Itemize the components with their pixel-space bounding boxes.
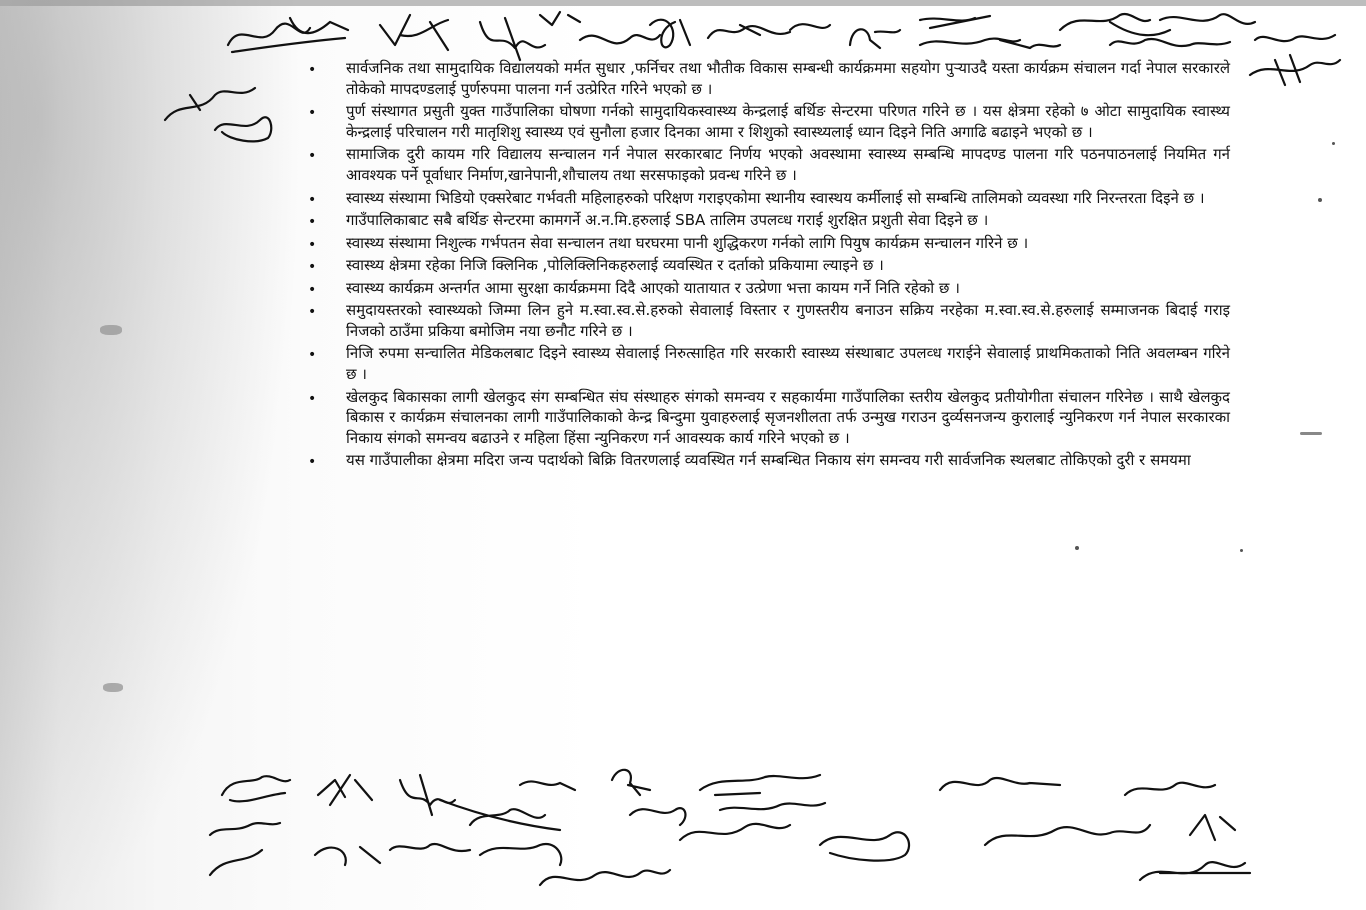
- bullet-icon: •: [308, 191, 317, 208]
- paragraph-text: स्वास्थ्य कार्यक्रम अन्तर्गत आमा सुरक्षा कार्यक्रममा दिदै आएको यातायात र उत्प्रेणा भत्ता कायम गर्ने निति रहेको छ ।: [346, 278, 960, 297]
- list-item: [300, 300, 1230, 341]
- paragraph-text: यस गाउँपालीका क्षेत्रमा मदिरा जन्य पदार्थको बिक्रि वितरणलाई व्यवस्थित गर्न सम्बन्धित निकाय संग समन्वय गरी सार्वजनिक स्थलबाट तोकिएको दुरी र समयमा: [346, 451, 1191, 470]
- scan-speck: [1300, 432, 1322, 435]
- scan-speck: [103, 683, 123, 692]
- scan-speck: [1318, 198, 1322, 202]
- bullet-icon: •: [308, 214, 317, 231]
- paragraph-text: समुदायस्तरको स्वास्थ्यको जिम्मा लिन हुने म.स्वा.स्व.से.हरुको सेवालाई विस्तार र गुणस्तरीय बनाउन सक्रिय नरहेका म.स्वा.स्व.से.हरुलाई सम्माजनक बिदाई गराइ निजको ठाउँमा प्रकिया बमोजिम नया छनौट गरिने छ ।: [346, 301, 1230, 340]
- paragraph-text: स्वास्थ्य क्षेत्रमा रहेका निजि क्लिनिक ,पोलिक्लिनिकहरुलाई व्यवस्थित र दर्ताको प्रकियामा ल्याइने छ ।: [346, 256, 884, 275]
- paragraph-text: पुर्ण संस्थागत प्रसुती युक्त गाउँपालिका घोषणा गर्नको सामुदायिकस्वास्थ्य केन्द्रलाई बर्थिङ सेन्टरमा परिणत गरिने छ । यस क्षेत्रमा रहेको ७ ओटा सामुदायिक स्वास्थ्य केन्द्रलाई परिचालन गरी मातृशिशु स्वास्थ्य एवं सुनौला हजार दिनका आमा र शिशुको स्वास्थ्यलाई ध्यान दिइने निति अगाढि बढाइने भएको छ ।: [346, 102, 1230, 141]
- bullet-icon: •: [308, 236, 317, 253]
- list-item: [300, 343, 1230, 384]
- paragraph-text: सार्वजनिक तथा सामुदायिक विद्यालयको मर्मत सुधार ,फर्निचर तथा भौतीक विकास सम्बन्धी कार्यक्रममा सहयोग पुऱ्याउदै यस्ता कार्यक्रम संचालन गर्दा नेपाल सरकारले तोकेको मापदण्डलाई पुर्णरुपमा पालना गर्न उत्प्रेरित गरिने भएको छ ।: [346, 59, 1230, 98]
- bullet-icon: •: [308, 105, 317, 122]
- bullet-icon: •: [308, 304, 317, 321]
- list-item: [300, 450, 1230, 471]
- bullet-icon: •: [308, 454, 317, 471]
- paragraph-text: निजि रुपमा सन्चालित मेडिकलबाट दिइने स्वास्थ्य सेवालाई निरुत्साहित गरि सरकारी स्वास्थ्य संस्थाबाट उपलव्ध गराईने सेवालाई प्राथमिकताको निति अवलम्बन गरिने छ ।: [346, 344, 1230, 384]
- list-item: [300, 58, 1230, 99]
- list-item: [300, 278, 1230, 299]
- list-item: [300, 210, 1230, 231]
- scan-speck: [1332, 142, 1335, 145]
- list-item: [300, 144, 1230, 185]
- bullet-icon: •: [308, 347, 317, 364]
- bullet-icon: •: [308, 390, 317, 407]
- scan-top-edge: [0, 0, 1366, 6]
- scan-speck: [1075, 546, 1079, 550]
- bullet-icon: •: [308, 281, 317, 298]
- paragraph-text: स्वास्थ्य संस्थामा निशुल्क गर्भपतन सेवा सन्चालन तथा घरघरमा पानी शुद्धिकरण गर्नको लागि पियुष कार्यक्रम सन्चालन गरिने छ ।: [346, 233, 1029, 252]
- scan-speck: [100, 325, 122, 335]
- policy-list: [300, 58, 1230, 473]
- scan-shadow: [0, 0, 300, 910]
- paragraph-text: स्वास्थ्य संस्थामा भिडियो एक्सरेबाट गर्भवती महिलाहरुको परिक्षण गराइएकोमा स्थानीय स्वास्थय कर्मीलाई सो सम्बन्धि तालिमको व्यवस्था गरि निरन्तरता दिइने छ ।: [346, 188, 1205, 207]
- bottom-signatures: [0, 755, 1366, 910]
- bullet-icon: •: [308, 62, 317, 78]
- bullet-icon: •: [308, 148, 317, 165]
- paragraph-text: सामाजिक दुरी कायम गरि विद्यालय सन्चालन गर्न नेपाल सरकारबाट निर्णय भएको अवस्थामा स्वास्थ्य सम्बन्धि मापदण्ड पालना गरि पठनपाठनलाई नियमित गर्न आवश्यक पर्ने पूर्वाधार निर्माण,खानेपानी,शौचालय तथा सरसफाइको प्रवन्ध गरिने छ ।: [346, 145, 1230, 185]
- list-item: [300, 233, 1230, 254]
- list-item: [300, 255, 1230, 276]
- list-item: [300, 387, 1230, 449]
- bullet-icon: •: [308, 259, 317, 276]
- list-item: [300, 101, 1230, 142]
- paragraph-text: खेलकुद बिकासका लागी खेलकुद संग सम्बन्धित संघ संस्थाहरु संगको समन्वय र सहकार्यमा गाउँपालिका स्तरीय खेलकुद प्रतीयोगीता संचालन गरिनेछ । साथै खेलकुद बिकास र कार्यक्रम संचालनका लागी गाउँपालिकाको केन्द्र बिन्दुमा युवाहरुलाई सृजनशीलता तर्फ उन्मुख गराउन दुर्व्यसनजन्य कुरालाई न्युनिकरण गर्न नेपाल सरकारका निकाय संगको समन्वय बढाउने र महिला हिंसा न्युनिकरण गर्न आवस्यक कार्य गरिने भएको छ ।: [346, 387, 1230, 447]
- scan-speck: [1240, 549, 1243, 552]
- list-item: [300, 188, 1230, 209]
- paragraph-text: गाउँपालिकाबाट सबै बर्थिङ सेन्टरमा कामगर्ने अ.न.मि.हरुलाई SBA तालिम उपलव्ध गराई शुरक्षित प्रशुती सेवा दिइने छ ।: [346, 211, 989, 230]
